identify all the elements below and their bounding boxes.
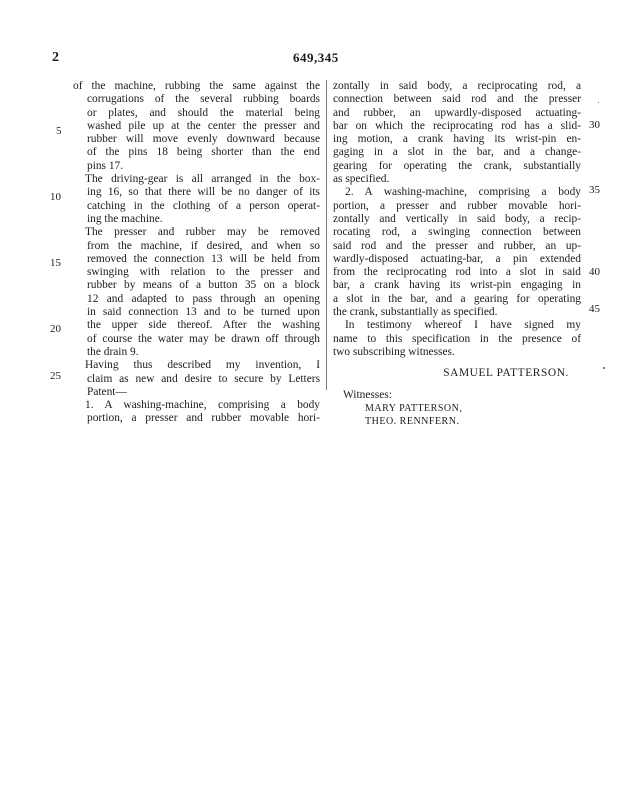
claim-1-line: portion, a presser and rubber movable hori- — [87, 412, 320, 425]
claim-2-line: rocating rod, a swinging connection between — [333, 226, 581, 239]
text-line: ing the machine. — [87, 212, 163, 225]
text-line: catching in the clothing of a person operat- — [87, 199, 320, 212]
witness-name: MARY PATTERSON, — [365, 402, 463, 414]
text-line: rubber will move evenly downward because — [87, 133, 320, 146]
testimony-line: In testimony whereof I have signed my — [345, 319, 581, 332]
left-column — [73, 80, 320, 426]
line-number-45: 45 — [589, 303, 600, 315]
line-number-15: 15 — [50, 257, 61, 269]
text-line: corrugations of the several rubbing boards — [87, 93, 320, 106]
text-line: from the machine, if desired, and when so — [87, 239, 320, 252]
text-line: washed pile up at the center the presser and — [87, 119, 320, 132]
line-number-25: 25 — [50, 370, 61, 382]
text-line: the drain 9. — [87, 345, 139, 358]
text-line: pins 17. — [87, 159, 124, 172]
scan-speck — [603, 367, 605, 369]
text-line: in said connection 13 and to be turned upon — [87, 306, 320, 319]
text-line: of course the water may be drawn off through — [87, 332, 320, 345]
text-line: connection between said rod and the presser — [333, 93, 581, 106]
testimony-line: name to this specification in the presence of — [333, 332, 581, 345]
text-line: gaging in a slot in the bar, and a change- — [333, 146, 581, 159]
text-line: of the machine, rubbing the same against the — [73, 80, 320, 92]
text-line: as specified. — [333, 173, 390, 186]
line-number-20: 20 — [50, 323, 61, 335]
text-line: removed the connection 13 will be held from — [87, 252, 320, 265]
page-number: 2 — [52, 50, 59, 65]
scan-speck — [598, 102, 599, 103]
text-line: of the pins 18 being shorter than the end — [87, 146, 320, 159]
text-line: rubber by means of a button 35 on a block — [87, 279, 320, 292]
text-line: zontally in said body, a reciprocating rod, a — [333, 80, 581, 92]
line-number-10: 10 — [50, 191, 61, 203]
claim-2-line: the crank, substantially as specified. — [333, 306, 498, 319]
claim-2-line: a slot in the bar, and a gearing for operating — [333, 292, 581, 305]
text-line: swinging with relation to the presser and — [87, 266, 320, 279]
column-divider — [326, 80, 327, 390]
witness-name: THEO. RENNFERN. — [365, 416, 460, 428]
text-line: Patent— — [87, 385, 127, 398]
text-line: ing 16, so that there will be no danger of its — [87, 186, 320, 199]
line-number-30: 30 — [589, 119, 600, 131]
text-line: or plates, and should the material being — [87, 106, 320, 119]
text-line: 12 and adapted to pass through an opening — [87, 292, 320, 305]
claim-2-line: from the reciprocating rod into a slot in said — [333, 266, 581, 279]
claim-2-line: wardly-disposed actuating-bar, a pin extended — [333, 252, 581, 265]
testimony-line: two subscribing witnesses. — [333, 345, 455, 358]
text-line: gearing for operating the crank, substantially — [333, 159, 581, 172]
patent-number: 649,345 — [293, 50, 339, 65]
line-number-35: 35 — [589, 184, 600, 196]
claim-2-line: 2. A washing-machine, comprising a body — [345, 186, 581, 199]
text-line: and rubber, an upwardly-disposed actuating- — [333, 106, 581, 119]
text-line: bar on which the reciprocating rod has a slid- — [333, 119, 581, 132]
claim-2-line: zontally and vertically in said body, a recip- — [333, 212, 581, 225]
line-number-5: 5 — [56, 125, 62, 137]
text-line: The driving-gear is all arranged in the box- — [85, 173, 320, 186]
witnesses-label: Witnesses: — [343, 388, 392, 401]
claim-2-line: said rod and the presser and rubber, an up- — [333, 239, 581, 252]
text-line: claim as new and desire to secure by Letters — [87, 372, 320, 385]
claim-1-line: 1. A washing-machine, comprising a body — [85, 399, 320, 412]
text-line: Having thus described my invention, I — [85, 359, 320, 372]
claim-2-line: bar, a crank having its wrist-pin engaging in — [333, 279, 581, 292]
text-line: The presser and rubber may be removed — [85, 226, 320, 239]
right-column — [333, 80, 581, 428]
line-number-40: 40 — [589, 266, 600, 278]
text-line: the upper side thereof. After the washing — [87, 319, 320, 332]
claim-2-line: portion, a presser and rubber movable hori- — [333, 199, 581, 212]
inventor-signature: SAMUEL PATTERSON. — [443, 367, 569, 380]
text-line: ing motion, a crank having its wrist-pin en- — [333, 133, 581, 146]
